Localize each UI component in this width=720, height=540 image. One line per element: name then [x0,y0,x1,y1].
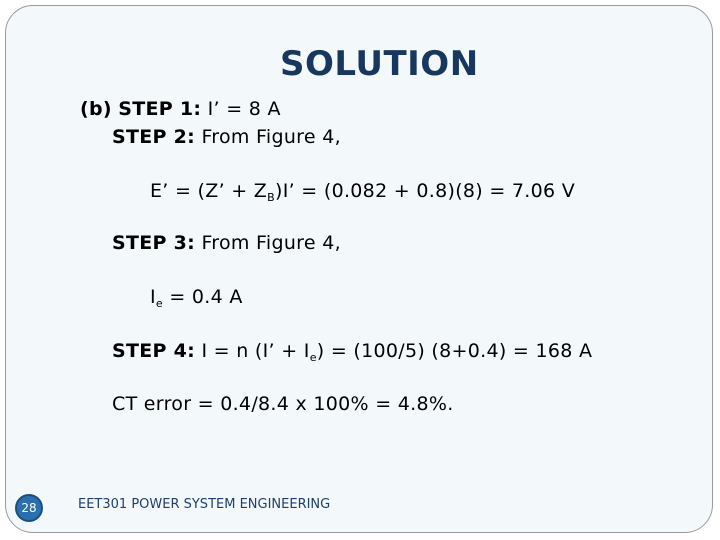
step-1-line [80,98,281,120]
excitation-current-line [150,286,243,308]
step-1-text: I’ = 8 A [207,98,281,120]
step-3-line [112,232,341,254]
step-4-label: STEP 4: [112,340,196,362]
slide-frame [5,5,713,533]
step-2-line [112,126,341,148]
emf-equation-subscript: B [267,191,275,204]
step-2-text: From Figure 4, [201,126,341,148]
footer-course-title: EET301 POWER SYSTEM ENGINEERING [78,497,331,512]
emf-equation [150,180,575,202]
step-1-label: STEP 1: [118,98,202,120]
page-number-badge: 28 [15,494,43,522]
excitation-current-subscript: e [155,297,163,310]
step-4-equation-end: ) = (100/5) (8+0.4) = 168 A [316,340,593,362]
ct-error-line: CT error = 0.4/8.4 x 100% = 4.8%. [112,393,454,415]
step-4-equation-subscript: e [309,351,317,364]
step-2-label: STEP 2: [112,126,196,148]
step-4-equation-start: I = n (I’ + I [201,340,310,362]
slide-title: SOLUTION [280,44,479,84]
excitation-current-symbol: I [150,286,156,308]
part-label: (b) [80,98,112,120]
excitation-current-value: = 0.4 A [162,286,243,308]
emf-equation-end: )I’ = (0.082 + 0.8)(8) = 7.06 V [275,180,576,202]
emf-equation-start: E’ = (Z’ + Z [150,180,268,202]
step-3-label: STEP 3: [112,232,196,254]
step-3-text: From Figure 4, [201,232,341,254]
step-4-line [112,340,592,362]
